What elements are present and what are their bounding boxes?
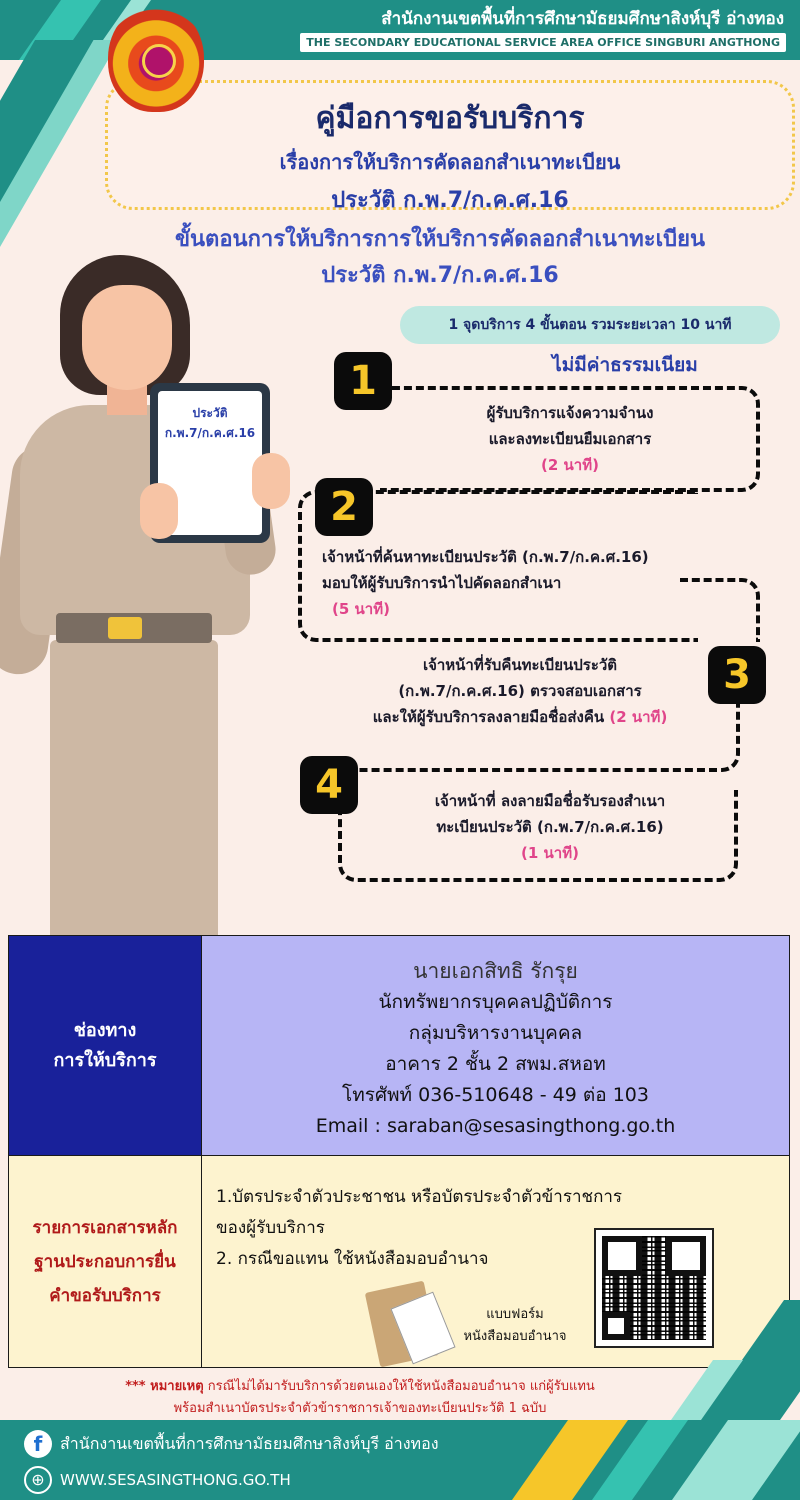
service-channel-label: ช่องทาง การให้บริการ	[9, 936, 202, 1156]
summary-pill: 1 จุดบริการ 4 ขั้นตอน รวมระยะเวลา 10 นาที	[400, 306, 780, 344]
staff-illustration	[0, 255, 300, 935]
steps-title-line2: ประวัติ ก.พ.7/ก.ค.ศ.16	[321, 263, 559, 288]
footer-facebook[interactable]	[24, 1430, 439, 1458]
skirt	[50, 640, 218, 935]
contact-email: Email : saraban@sesasingthong.go.th	[315, 1114, 676, 1137]
tablet-text: ประวัติ	[192, 406, 228, 420]
contact-phone: โทรศัพท์ 036-510648 - 49 ต่อ 103	[342, 1083, 649, 1106]
step-3-time: (2 นาที)	[609, 708, 668, 726]
title-box	[105, 80, 795, 213]
tablet-text: ก.พ.7/ก.ค.ศ.16	[164, 426, 256, 440]
documents-label: รายการเอกสารหลัก ฐานประกอบการยื่น คำขอรับบริการ	[9, 1156, 202, 1368]
document-item-1b: ของผู้รับบริการ	[216, 1218, 325, 1238]
contact-building: อาคาร 2 ชั้น 2 สพม.สหอท	[385, 1052, 606, 1075]
step-4-badge: 4	[300, 756, 358, 814]
document-item-1: 1.บัตรประจำตัวประชาชน หรือบัตรประจำตัวข้าราชการ	[216, 1187, 623, 1207]
form-label: แบบฟอร์ม หนังสือมอบอำนาจ	[463, 1307, 567, 1344]
website-url: WWW.SESASINGTHONG.GO.TH	[60, 1471, 291, 1489]
contact-position: นักทรัพยากรบุคคลปฏิบัติการ	[378, 990, 613, 1013]
page-title: คู่มือการขอรับบริการ	[315, 101, 585, 136]
office-name-en: THE SECONDARY EDUCATIONAL SERVICE AREA OFFICE SINGBURI ANGTHONG	[300, 33, 786, 52]
service-channel-contact	[202, 936, 790, 1156]
office-logo-icon	[108, 4, 204, 112]
contact-name: นายเอกสิทธิ รักรุย	[413, 958, 578, 983]
step-4-text: เจ้าหน้าที่ ลงลายมือชื่อรับรองสำเนา ทะเบียนประวัติ (ก.พ.7/ก.ค.ศ.16) (1 นาที)	[380, 788, 720, 866]
note-line2: พร้อมสำเนาบัตรประจำตัวข้าราชการเจ้าของทะเบียนประวัติ 1 ฉบับ	[173, 1401, 547, 1416]
globe-icon: ⊕	[24, 1466, 52, 1494]
footer-bar	[0, 1420, 800, 1500]
steps-title-line1: ขั้นตอนการให้บริการการให้บริการคัดลอกสำเนาทะเบียน	[174, 227, 706, 252]
step-2-text: เจ้าหน้าที่ค้นหาทะเบียนประวัติ (ก.พ.7/ก.ค.ศ.16) มอบให้ผู้รับบริการนำไปคัดลอกสำเนา (5 นาที)	[322, 544, 772, 622]
hand	[252, 453, 290, 509]
step-2-time: (5 นาที)	[332, 600, 390, 618]
step-3-badge: 3	[708, 646, 766, 704]
face	[82, 285, 172, 390]
facebook-icon: f	[24, 1430, 52, 1458]
step-1-text: ผู้รับบริการแจ้งความจำนง และลงทะเบียนยืมเอกสาร (2 นาที)	[420, 400, 720, 478]
step-3-text: เจ้าหน้าที่รับคืนทะเบียนประวัติ (ก.พ.7/ก.ค.ศ.16) ตรวจสอบเอกสาร และให้ผู้รับบริการลงลายมือชื่อส่งคืน (2 นาที)	[372, 656, 668, 726]
note-line1: กรณีไม่ได้มารับบริการด้วยตนเองให้ใช้หนังสือมอบอำนาจ แก่ผู้รับแทน	[203, 1379, 595, 1394]
page-subtitle: เรื่องการให้บริการคัดลอกสำเนาทะเบียน	[279, 150, 621, 174]
documents-text	[216, 1182, 622, 1275]
contact-group: กลุ่มบริหารงานบุคคล	[408, 1021, 583, 1044]
facebook-page-name: สำนักงานเขตพื้นที่การศึกษามัธยมศึกษาสิงห์บุรี อ่างทอง	[60, 1433, 439, 1453]
hand	[140, 483, 178, 539]
note-prefix: *** หมายเหตุ	[125, 1379, 204, 1394]
step-2-badge: 2	[315, 478, 373, 536]
page-subtitle-2: ประวัติ ก.พ.7/ก.ค.ศ.16	[331, 188, 569, 213]
step-1-time: (2 นาที)	[541, 456, 599, 474]
footer-website[interactable]	[24, 1466, 291, 1494]
no-fee-text: ไม่มีค่าธรรมเนียม	[552, 354, 698, 376]
step-4-time: (1 นาที)	[521, 844, 579, 862]
belt-buckle	[108, 617, 142, 639]
office-name-th: สำนักงานเขตพื้นที่การศึกษามัธยมศึกษาสิงห์บุรี อ่างทอง	[381, 9, 784, 29]
document-item-2: 2. กรณีขอแทน ใช้หนังสือมอบอำนาจ	[216, 1249, 489, 1269]
step-1-badge: 1	[334, 352, 392, 410]
